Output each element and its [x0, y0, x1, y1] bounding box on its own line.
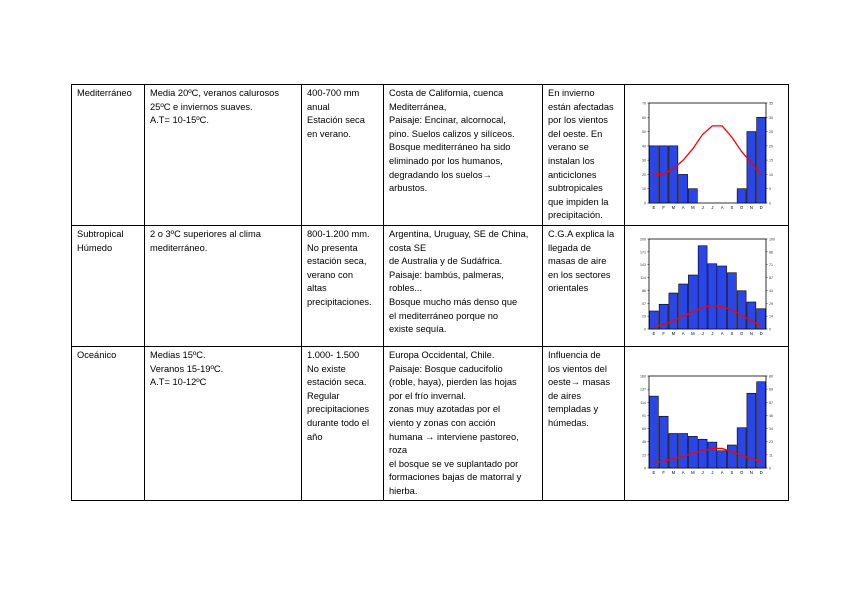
- climate-name-cell: [72, 85, 145, 226]
- text-line: verano se: [548, 142, 589, 153]
- text-line: el bosque se ve suplantado por: [389, 458, 519, 469]
- precipitation-bar: [678, 174, 687, 203]
- text-line: Veranos 15-19ºC.: [150, 363, 224, 374]
- text-line: en los sectores: [548, 269, 611, 280]
- precipitation-bar: [707, 264, 716, 329]
- y-tick-label: 30: [641, 158, 646, 163]
- text-line: estación seca,: [307, 256, 367, 267]
- x-tick-label: M: [690, 469, 695, 475]
- climograph-subtropical: [632, 233, 782, 339]
- x-tick-label: E: [651, 330, 655, 336]
- precipitation-bar: [688, 275, 697, 329]
- y2-tick-label: 11: [768, 453, 773, 458]
- x-tick-label: J: [710, 204, 713, 210]
- text-line: Medias 15ºC.: [150, 349, 206, 360]
- cause-cell: [543, 85, 625, 226]
- y2-tick-label: 69: [768, 387, 773, 392]
- y2-tick-label: 5: [768, 187, 771, 192]
- text-line: Paisaje: Encinar, alcornocal,: [389, 115, 506, 126]
- text-line: existe sequía.: [389, 324, 447, 335]
- climograph-cell: [625, 225, 789, 346]
- precipitation-bar: [717, 266, 726, 329]
- y2-tick-label: 86: [768, 250, 773, 255]
- text-line: estación seca.: [307, 377, 367, 388]
- text-line: los vientos del: [548, 363, 607, 374]
- text-line: templadas y: [548, 404, 599, 415]
- text-line: No presenta: [307, 242, 358, 253]
- x-tick-label: O: [739, 469, 743, 475]
- x-tick-label: M: [690, 330, 695, 336]
- text-line: Europa Occidental, Chile.: [389, 349, 495, 360]
- climograph-mediterraneo: [632, 97, 782, 213]
- y2-tick-label: 71: [768, 263, 773, 268]
- cause-cell: [543, 225, 625, 346]
- x-tick-label: N: [749, 330, 753, 336]
- text-line: viento y zonas con acción: [389, 417, 496, 428]
- precipitation-bar: [698, 246, 707, 329]
- text-line: instalan los: [548, 155, 595, 166]
- text-line: roza: [389, 445, 408, 456]
- text-line: húmedas.: [548, 417, 589, 428]
- y-tick-label: 91: [641, 413, 646, 418]
- x-tick-label: O: [739, 204, 743, 210]
- y-tick-label: 0: [643, 327, 646, 332]
- text-line: En invierno: [548, 88, 595, 98]
- precipitation-bar: [756, 117, 765, 203]
- x-tick-label: E: [651, 204, 655, 210]
- text-line: formaciones bajas de matorral y: [389, 472, 522, 483]
- y-tick-label: 10: [641, 187, 646, 192]
- y-tick-label: 137: [639, 387, 646, 392]
- precipitation-bar: [737, 291, 746, 329]
- text-line: C.G.A explica la: [548, 228, 615, 239]
- text-line: Influencia de: [548, 349, 601, 360]
- y-tick-label: 143: [639, 263, 646, 268]
- precipitation-bar: [668, 146, 677, 203]
- climate-name-cell: [72, 225, 145, 346]
- text-line: subtropicales: [548, 183, 603, 194]
- y-tick-label: 114: [639, 400, 646, 405]
- precipitation-bar: [727, 445, 736, 468]
- y-tick-label: 70: [641, 101, 646, 106]
- y2-tick-label: 15: [768, 158, 773, 163]
- precipitation-bar: [746, 393, 755, 468]
- y-tick-label: 57: [641, 301, 646, 306]
- text-line: 800-1.200 mm.: [307, 228, 370, 239]
- x-tick-label: M: [671, 330, 675, 336]
- text-line: por el frío invernal.: [389, 390, 466, 401]
- precipitation-cell: [302, 225, 384, 346]
- text-line: Media 20ºC, veranos calurosos: [150, 88, 279, 98]
- text-line: Costa de California, cuenca: [389, 88, 504, 98]
- y-tick-label: 20: [641, 172, 646, 177]
- x-tick-label: M: [671, 469, 675, 475]
- text-line: año: [307, 431, 323, 442]
- x-tick-label: F: [661, 204, 665, 210]
- y2-tick-label: 57: [768, 400, 773, 405]
- text-line: precipitaciones.: [307, 296, 372, 307]
- precipitation-bar: [737, 427, 746, 467]
- climograph-cell: [625, 85, 789, 226]
- x-tick-label: S: [729, 469, 733, 475]
- climate-name: Subtropical Húmedo: [77, 228, 124, 253]
- temperature-cell: [145, 225, 302, 346]
- y-tick-label: 50: [641, 130, 646, 135]
- x-tick-label: A: [681, 204, 685, 210]
- text-line: durante todo el: [307, 417, 370, 428]
- y2-tick-label: 43: [768, 288, 773, 293]
- y-tick-label: 46: [641, 439, 646, 444]
- text-line: Bosque mediterráneo ha sido: [389, 142, 511, 153]
- y-tick-label: 23: [641, 453, 646, 458]
- text-line: que impiden la: [548, 196, 609, 207]
- y2-tick-label: 100: [768, 237, 775, 242]
- x-tick-label: D: [759, 330, 763, 336]
- precipitation-bar: [717, 450, 726, 467]
- text-line: pino. Suelos calizos y silíceos.: [389, 128, 515, 139]
- text-line: el mediterráneo porque no: [389, 310, 499, 321]
- table-row: [72, 225, 789, 346]
- x-tick-label: F: [661, 330, 665, 336]
- x-tick-label: N: [749, 204, 753, 210]
- text-line: masas de aire: [548, 256, 607, 267]
- climate-table: [71, 84, 789, 501]
- location-landscape-cell: [384, 225, 543, 346]
- location-landscape-cell: [384, 346, 543, 501]
- text-line: A.T= 10-12ºC: [150, 377, 207, 388]
- text-line: precipitaciones: [307, 404, 370, 415]
- x-tick-label: A: [720, 204, 724, 210]
- text-line: 1.000- 1.500: [307, 349, 360, 360]
- y2-tick-label: 14: [768, 314, 773, 319]
- x-tick-label: J: [710, 330, 713, 336]
- text-line: 400-700 mm: [307, 88, 360, 98]
- text-line: 2 o 3ºC superiores al clima: [150, 228, 261, 239]
- text-line: arbustos.: [389, 183, 428, 194]
- text-line: están afectadas: [548, 101, 614, 112]
- text-line: oeste→ masas: [548, 377, 611, 388]
- text-line: Regular: [307, 390, 340, 401]
- table-row: [72, 85, 789, 226]
- precipitation-bar: [649, 396, 658, 468]
- x-tick-label: A: [720, 330, 724, 336]
- y2-tick-label: 0: [768, 327, 771, 332]
- text-line: Estación seca: [307, 115, 365, 126]
- x-tick-label: N: [749, 469, 753, 475]
- climograph-oceanico: [632, 370, 782, 478]
- text-line: verano con: [307, 269, 353, 280]
- text-line: orientales: [548, 283, 589, 294]
- precipitation-cell: [302, 346, 384, 501]
- y-tick-label: 29: [641, 314, 646, 319]
- precipitation-bar: [698, 439, 707, 468]
- climate-name: Oceánico: [77, 349, 117, 360]
- text-line: anticiclones: [548, 169, 597, 180]
- y-tick-label: 86: [641, 288, 646, 293]
- y2-tick-label: 80: [768, 374, 773, 379]
- y-tick-label: 0: [643, 201, 646, 206]
- text-line: en verano.: [307, 128, 351, 139]
- text-line: zonas muy azotadas por el: [389, 404, 501, 415]
- x-tick-label: M: [690, 204, 695, 210]
- precipitation-bar: [707, 442, 716, 468]
- y2-tick-label: 0: [768, 466, 771, 471]
- text-line: (roble, haya), pierden las hojas: [389, 377, 517, 388]
- x-tick-label: S: [729, 330, 733, 336]
- table-row: [72, 346, 789, 501]
- x-tick-label: A: [681, 469, 685, 475]
- text-line: hierba.: [389, 485, 418, 496]
- y-tick-label: 114: [639, 276, 646, 281]
- precipitation-bar: [678, 284, 687, 329]
- text-line: Paisaje: bambús, palmeras,: [389, 269, 504, 280]
- temperature-cell: [145, 346, 302, 501]
- text-line: precipitación.: [548, 210, 603, 221]
- x-tick-label: S: [729, 204, 733, 210]
- text-line: robles...: [389, 283, 423, 294]
- x-tick-label: J: [710, 469, 713, 475]
- precipitation-bar: [746, 302, 755, 329]
- y2-tick-label: 23: [768, 439, 773, 444]
- y-tick-label: 0: [643, 466, 646, 471]
- y2-tick-label: 30: [768, 115, 773, 120]
- y2-tick-label: 57: [768, 276, 773, 281]
- y-tick-label: 40: [641, 144, 646, 149]
- text-line: por los vientos: [548, 115, 608, 126]
- precipitation-cell: [302, 85, 384, 226]
- y2-tick-label: 0: [768, 201, 771, 206]
- precipitation-bar: [688, 189, 697, 203]
- x-tick-label: J: [701, 204, 704, 210]
- text-line: costa SE: [389, 242, 427, 253]
- text-line: altas: [307, 283, 327, 294]
- cause-cell: [543, 346, 625, 501]
- climate-name: Mediterráneo: [77, 88, 132, 98]
- text-line: 25ºC e inviernos suaves.: [150, 101, 253, 112]
- precipitation-bar: [727, 273, 736, 329]
- climate-name-cell: [72, 346, 145, 501]
- text-line: humana → interviene pastoreo,: [389, 431, 519, 442]
- text-line: Argentina, Uruguay, SE de China,: [389, 228, 529, 239]
- y2-tick-label: 20: [768, 144, 773, 149]
- text-line: de aires: [548, 390, 582, 401]
- precipitation-bar: [756, 309, 765, 329]
- x-tick-label: F: [661, 469, 665, 475]
- precipitation-bar: [756, 381, 765, 467]
- x-tick-label: J: [701, 330, 704, 336]
- y-tick-label: 200: [639, 237, 646, 242]
- temperature-cell: [145, 85, 302, 226]
- text-line: Paisaje: Bosque caducifolio: [389, 363, 503, 374]
- text-line: degradando los suelos→: [389, 169, 492, 180]
- text-line: de Australia y de Sudáfrica.: [389, 256, 503, 267]
- y2-tick-label: 29: [768, 301, 773, 306]
- y-tick-label: 60: [641, 115, 646, 120]
- text-line: eliminado por los humanos,: [389, 155, 503, 166]
- x-tick-label: D: [759, 204, 763, 210]
- x-tick-label: J: [701, 469, 704, 475]
- y-tick-label: 69: [641, 426, 646, 431]
- text-line: llegada de: [548, 242, 591, 253]
- text-line: No existe: [307, 363, 346, 374]
- y-tick-label: 171: [639, 250, 646, 255]
- text-line: Mediterránea,: [389, 101, 447, 112]
- location-landscape-cell: [384, 85, 543, 226]
- x-tick-label: M: [671, 204, 675, 210]
- y2-tick-label: 34: [768, 426, 773, 431]
- climograph-cell: [625, 346, 789, 501]
- x-tick-label: O: [739, 330, 743, 336]
- y2-tick-label: 25: [768, 130, 773, 135]
- text-line: Bosque mucho más denso que: [389, 296, 518, 307]
- x-tick-label: D: [759, 469, 763, 475]
- text-line: mediterráneo.: [150, 242, 208, 253]
- y2-tick-label: 10: [768, 172, 773, 177]
- y2-tick-label: 46: [768, 413, 773, 418]
- x-tick-label: A: [720, 469, 724, 475]
- precipitation-bar: [737, 189, 746, 203]
- x-tick-label: E: [651, 469, 655, 475]
- precipitation-bar: [668, 433, 677, 468]
- precipitation-bar: [678, 433, 687, 468]
- text-line: del oeste. En: [548, 128, 603, 139]
- text-line: A.T= 10-15ºC.: [150, 115, 209, 126]
- y2-tick-label: 35: [768, 101, 773, 106]
- x-tick-label: A: [681, 330, 685, 336]
- text-line: anual: [307, 101, 330, 112]
- y-tick-label: 160: [639, 374, 646, 379]
- precipitation-bar: [668, 293, 677, 329]
